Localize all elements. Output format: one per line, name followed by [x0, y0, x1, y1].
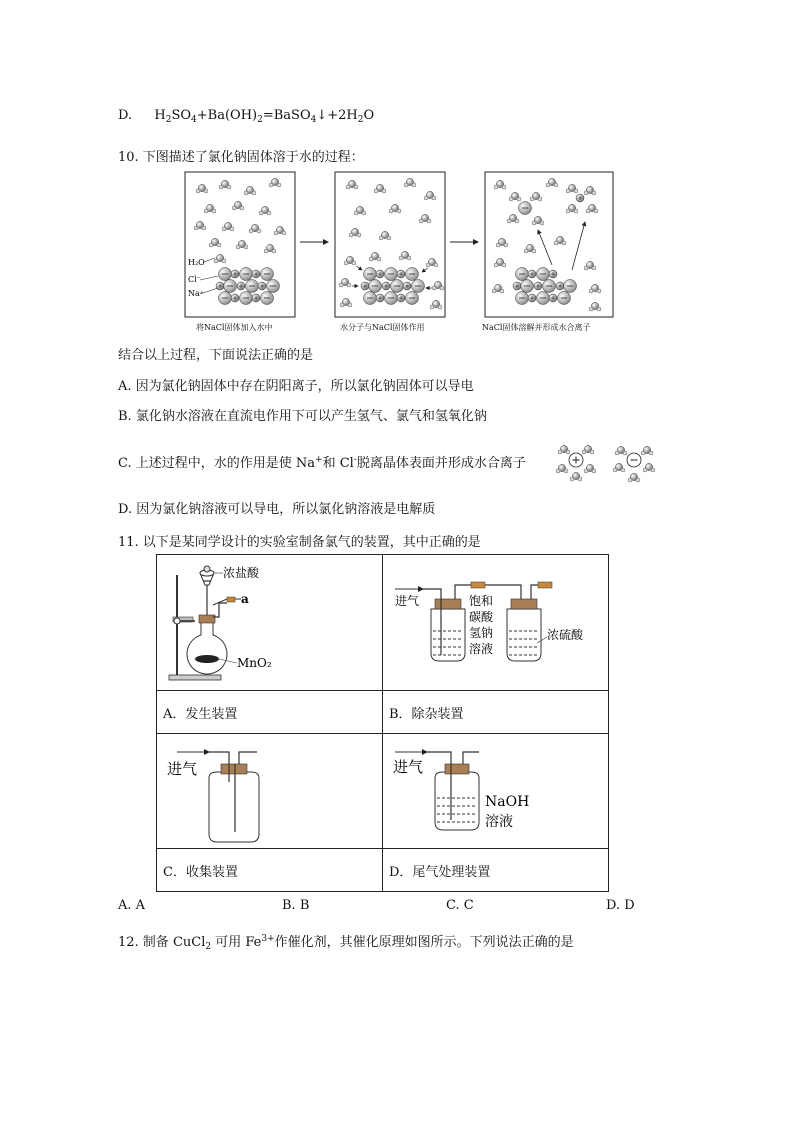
label-a: a [241, 592, 249, 606]
label-na: Na⁺ [188, 289, 204, 298]
q9-option-d: D. $H_2SO_4+Ba(OH)_2=BaSO_4↓+2H_2O$ [118, 108, 375, 125]
q11-answer-a[interactable]: A. A [118, 898, 146, 913]
label-sat-3: 氢钠 [469, 626, 494, 640]
cell-a-label: A．发生装置 [157, 691, 383, 734]
q10-option-d: D. 因为氯化钠溶液可以导电，所以氯化钠溶液是电解质 [118, 502, 436, 517]
generator-apparatus-figure [157, 555, 382, 690]
q10-option-c: C. 上述过程中，水的作用是使 Na+和 Cl-脱离晶体表面并形成水合离子 [118, 455, 526, 471]
cell-d-figure [383, 734, 609, 849]
label-naoh: NaOH [485, 794, 530, 810]
purification-apparatus-figure [383, 555, 608, 690]
cell-b-figure [383, 555, 609, 691]
caption-2: 水分子与NaCl固体作用 [340, 323, 425, 332]
label-sat-4: 溶液 [469, 642, 494, 656]
panel-1 [185, 172, 295, 317]
q11-stem: 11. 以下是某同学设计的实验室制备氯气的装置，其中正确的是 [118, 535, 481, 550]
q11-answer-c[interactable]: C. C [446, 898, 474, 913]
label-cl: Cl⁻ [188, 275, 201, 284]
q11-answer-d[interactable]: D. D [606, 898, 635, 913]
q10-ask: 结合以上过程，下面说法正确的是 [118, 348, 314, 363]
label-mno2: MnO₂ [237, 656, 272, 670]
cell-c-figure [157, 734, 383, 849]
label-inlet-b: 进气 [395, 594, 420, 608]
caption-1: 将NaCl固体加入水中 [196, 323, 273, 332]
panel-3 [485, 172, 613, 317]
label-sat-2: 碳酸 [469, 610, 494, 624]
label-sat-1: 饱和 [469, 594, 494, 608]
cell-d-label: D．尾气处理装置 [383, 849, 609, 892]
collection-apparatus-figure [157, 734, 382, 848]
label-inlet-c: 进气 [167, 760, 198, 778]
label-naoh-solution: 溶液 [485, 814, 513, 830]
tail-gas-apparatus-figure [383, 734, 608, 848]
label-inlet-d: 进气 [393, 758, 424, 776]
panel-2 [335, 172, 445, 317]
label-h2so4: 浓硫酸 [547, 628, 584, 642]
q10-stem: 10. 下图描述了氯化钠固体溶于水的过程： [118, 150, 364, 165]
q10-option-b: B. 氯化钠水溶液在直流电作用下可以产生氢气、氯气和氢氧化钠 [118, 409, 487, 424]
label-conc-hcl: 浓盐酸 [223, 566, 260, 580]
q11-answer-b[interactable]: B. B [282, 898, 310, 913]
cell-a-figure [157, 555, 383, 691]
q12-stem: 12. 制备 CuCl$_2$ 可用 $Fe^{3+}$作催化剂，其催化原理如图所示。下列说法正确的是 [118, 934, 574, 952]
q10-option-a: A. 因为氯化钠固体中存在阴阳离子，所以氯化钠固体可以导电 [118, 379, 474, 394]
cell-b-label: B．除杂装置 [383, 691, 609, 734]
apparatus-table [156, 554, 609, 892]
hydrated-ions-icon [550, 438, 660, 484]
q9d-label: D. [118, 108, 133, 123]
caption-3: NaCl固体溶解并形成水合离子 [482, 323, 591, 332]
nacl-dissolution-figure [180, 170, 620, 340]
cell-c-label: C．收集装置 [157, 849, 383, 892]
label-h2o: H₂O [188, 258, 205, 267]
